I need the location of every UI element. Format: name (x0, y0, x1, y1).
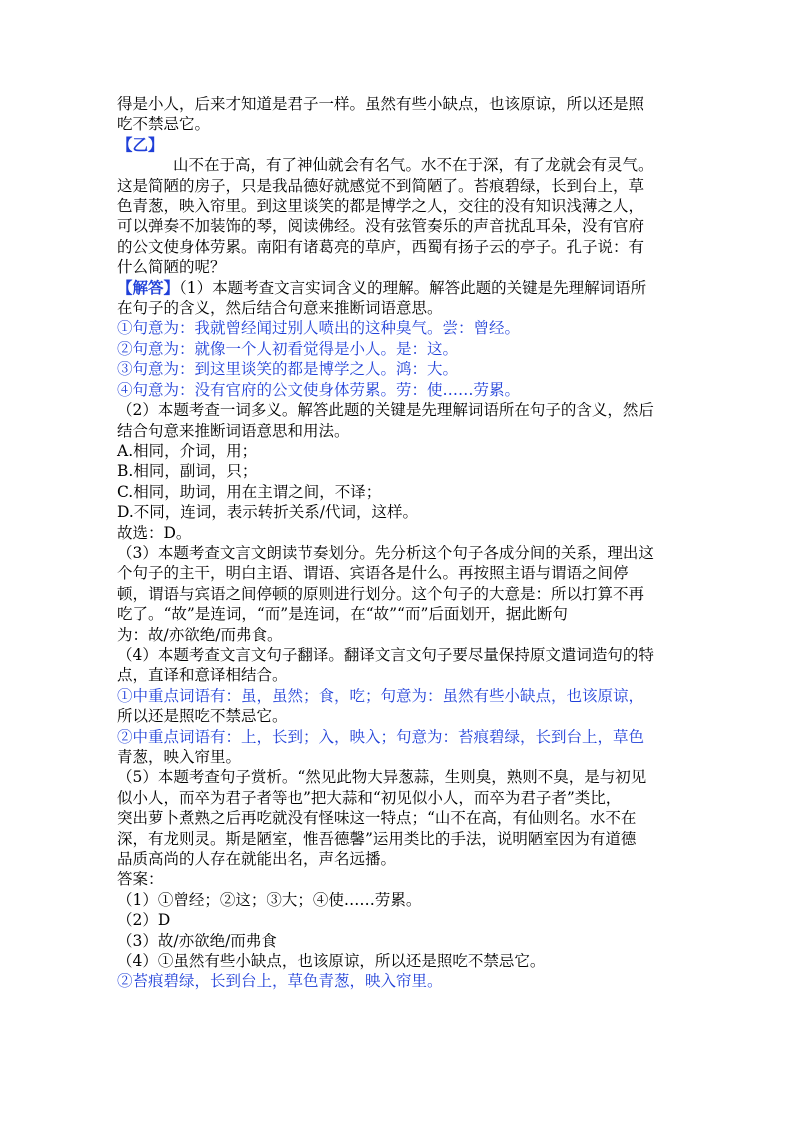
text-line: 这是简陋的房子，只是我品德好就感觉不到简陋了。苔痕碧绿，长到台上，草 (117, 176, 645, 195)
text-line: 的公文使身体劳累。南阳有诸葛亮的草庐，西蜀有扬子云的亭子。孔子说：有 (117, 237, 645, 256)
text-line: （3）本题考查文言文朗读节奏划分。先分析这个句子各成分间的关系，理出这 (117, 543, 654, 562)
text-line: （5）本题考查句子赏析。“然见此物大异葱蒜，生则臭，熟则不臭，是与初见 (117, 768, 647, 787)
text-line: 可以弹奏不加装饰的琴，阅读佛经。没有弦管奏乐的声音扰乱耳朵，没有官府 (117, 217, 645, 236)
text-line: 深，有龙则灵。斯是陋室，惟吾德馨”运用类比的手法，说明陋室因为有道德 (117, 829, 637, 848)
text-line: 在句子的含义，然后结合句意来推断词语意思。 (117, 299, 443, 318)
final-answer: （2）D (117, 911, 171, 930)
text-line: 得是小人，后来才知道是君子一样。虽然有些小缺点，也该原谅，所以还是照 (117, 95, 645, 113)
answer-heading: 【解答】 (117, 277, 180, 297)
text-line: 似小人，而卒为君子者等也”把大蒜和“初见似小人，而卒为君子者”类比， (117, 788, 622, 807)
text-line: 吃不禁忌它。 (117, 115, 211, 134)
answer-section-line (117, 278, 677, 298)
text-line: 突出萝卜煮熟之后再吃就没有怪味这一特点；“山不在高，有仙则名。水不在 (117, 809, 637, 828)
q1-item: ④句意为：没有官府的公文使身体劳累。劳：使……劳累。 (117, 380, 521, 399)
text-line: 个句子的主干，明白主语、谓语、宾语各是什么。再按照主语与谓语之间停 (117, 564, 629, 583)
q2-answer: 故选：D。 (117, 523, 192, 542)
q1-intro-text: （1）本题考查文言实词含义的理解。解答此题的关键是先理解词语所 (179, 278, 647, 297)
text-line: 色青葱，映入帘里。到这里谈笑的都是博学之人，交往的没有知识浅薄之人， (117, 197, 645, 216)
text-line: 什么简陋的呢？ (117, 258, 226, 277)
text-line: 品质高尚的人存在就能出名，声名远播。 (117, 850, 397, 869)
q2-option: C.相同，助词，用在主谓之间，不译； (117, 482, 382, 501)
q4-item-continued: 青葱，映入帘里。 (117, 748, 242, 766)
q1-item: ②句意为：就像一个人初看觉得是小人。是：这。 (117, 339, 459, 358)
answer-label: 答案： (117, 870, 164, 889)
final-answer: （3）故/亦欲绝/而弗食 (117, 931, 277, 950)
text-line: （2）本题考查一词多义。解答此题的关键是先理解词语所在句子的含义，然后 (117, 401, 654, 420)
q1-item: ①句意为：我就曾经闻过别人喷出的这种臭气。尝：曾经。 (117, 319, 521, 338)
final-answer: （4）①虽然有些小缺点，也该原谅，所以还是照吃不禁忌它。 (117, 952, 546, 971)
final-answer: ②苔痕碧绿，长到台上，草色青葱，映入帘里。 (117, 972, 443, 991)
q4-item: ②中重点词语有：上，长到；入，映入；句意为：苔痕碧绿，长到台上，草色 (117, 727, 645, 746)
text-line: 吃了。“故”是连词，“而”是连词，在“故”“而”后面划开，据此断句 (117, 605, 568, 624)
q2-option: B.相同，副词，只； (117, 462, 258, 481)
q1-item: ③句意为：到这里谈笑的都是博学之人。鸿：大。 (117, 360, 459, 379)
document-page (117, 94, 677, 992)
q2-option: A.相同，介词，用； (117, 441, 258, 460)
text-line: 点，直译和意译相结合。 (117, 666, 288, 685)
text-line: 结合句意来推断词语意思和用法。 (117, 421, 350, 440)
text-line: （4）本题考查文言文句子翻译。翻译文言文句子要尽量保持原文遣词造句的特 (117, 645, 654, 664)
text-line: 为：故/亦欲绝/而弗食。 (117, 625, 283, 644)
q4-item-continued: 所以还是照吃不禁忌它。 (117, 707, 288, 726)
text-line: 山不在于高，有了神仙就会有名气。水不在于深，有了龙就会有灵气。 (173, 156, 654, 175)
q4-item: ①中重点词语有：虽，虽然；食，吃；句意为：虽然有些小缺点，也该原谅， (117, 686, 645, 705)
final-answer: （1）①曾经；②这；③大；④使……劳累。 (117, 890, 422, 909)
q2-option: D.不同，连词，表示转折关系/代词，这样。 (117, 503, 419, 522)
text-line: 顿，谓语与宾语之间停顿的原则进行划分。这个句子的大意是：所以打算不再 (117, 584, 645, 603)
section-heading-yi: 【乙】 (117, 134, 164, 154)
